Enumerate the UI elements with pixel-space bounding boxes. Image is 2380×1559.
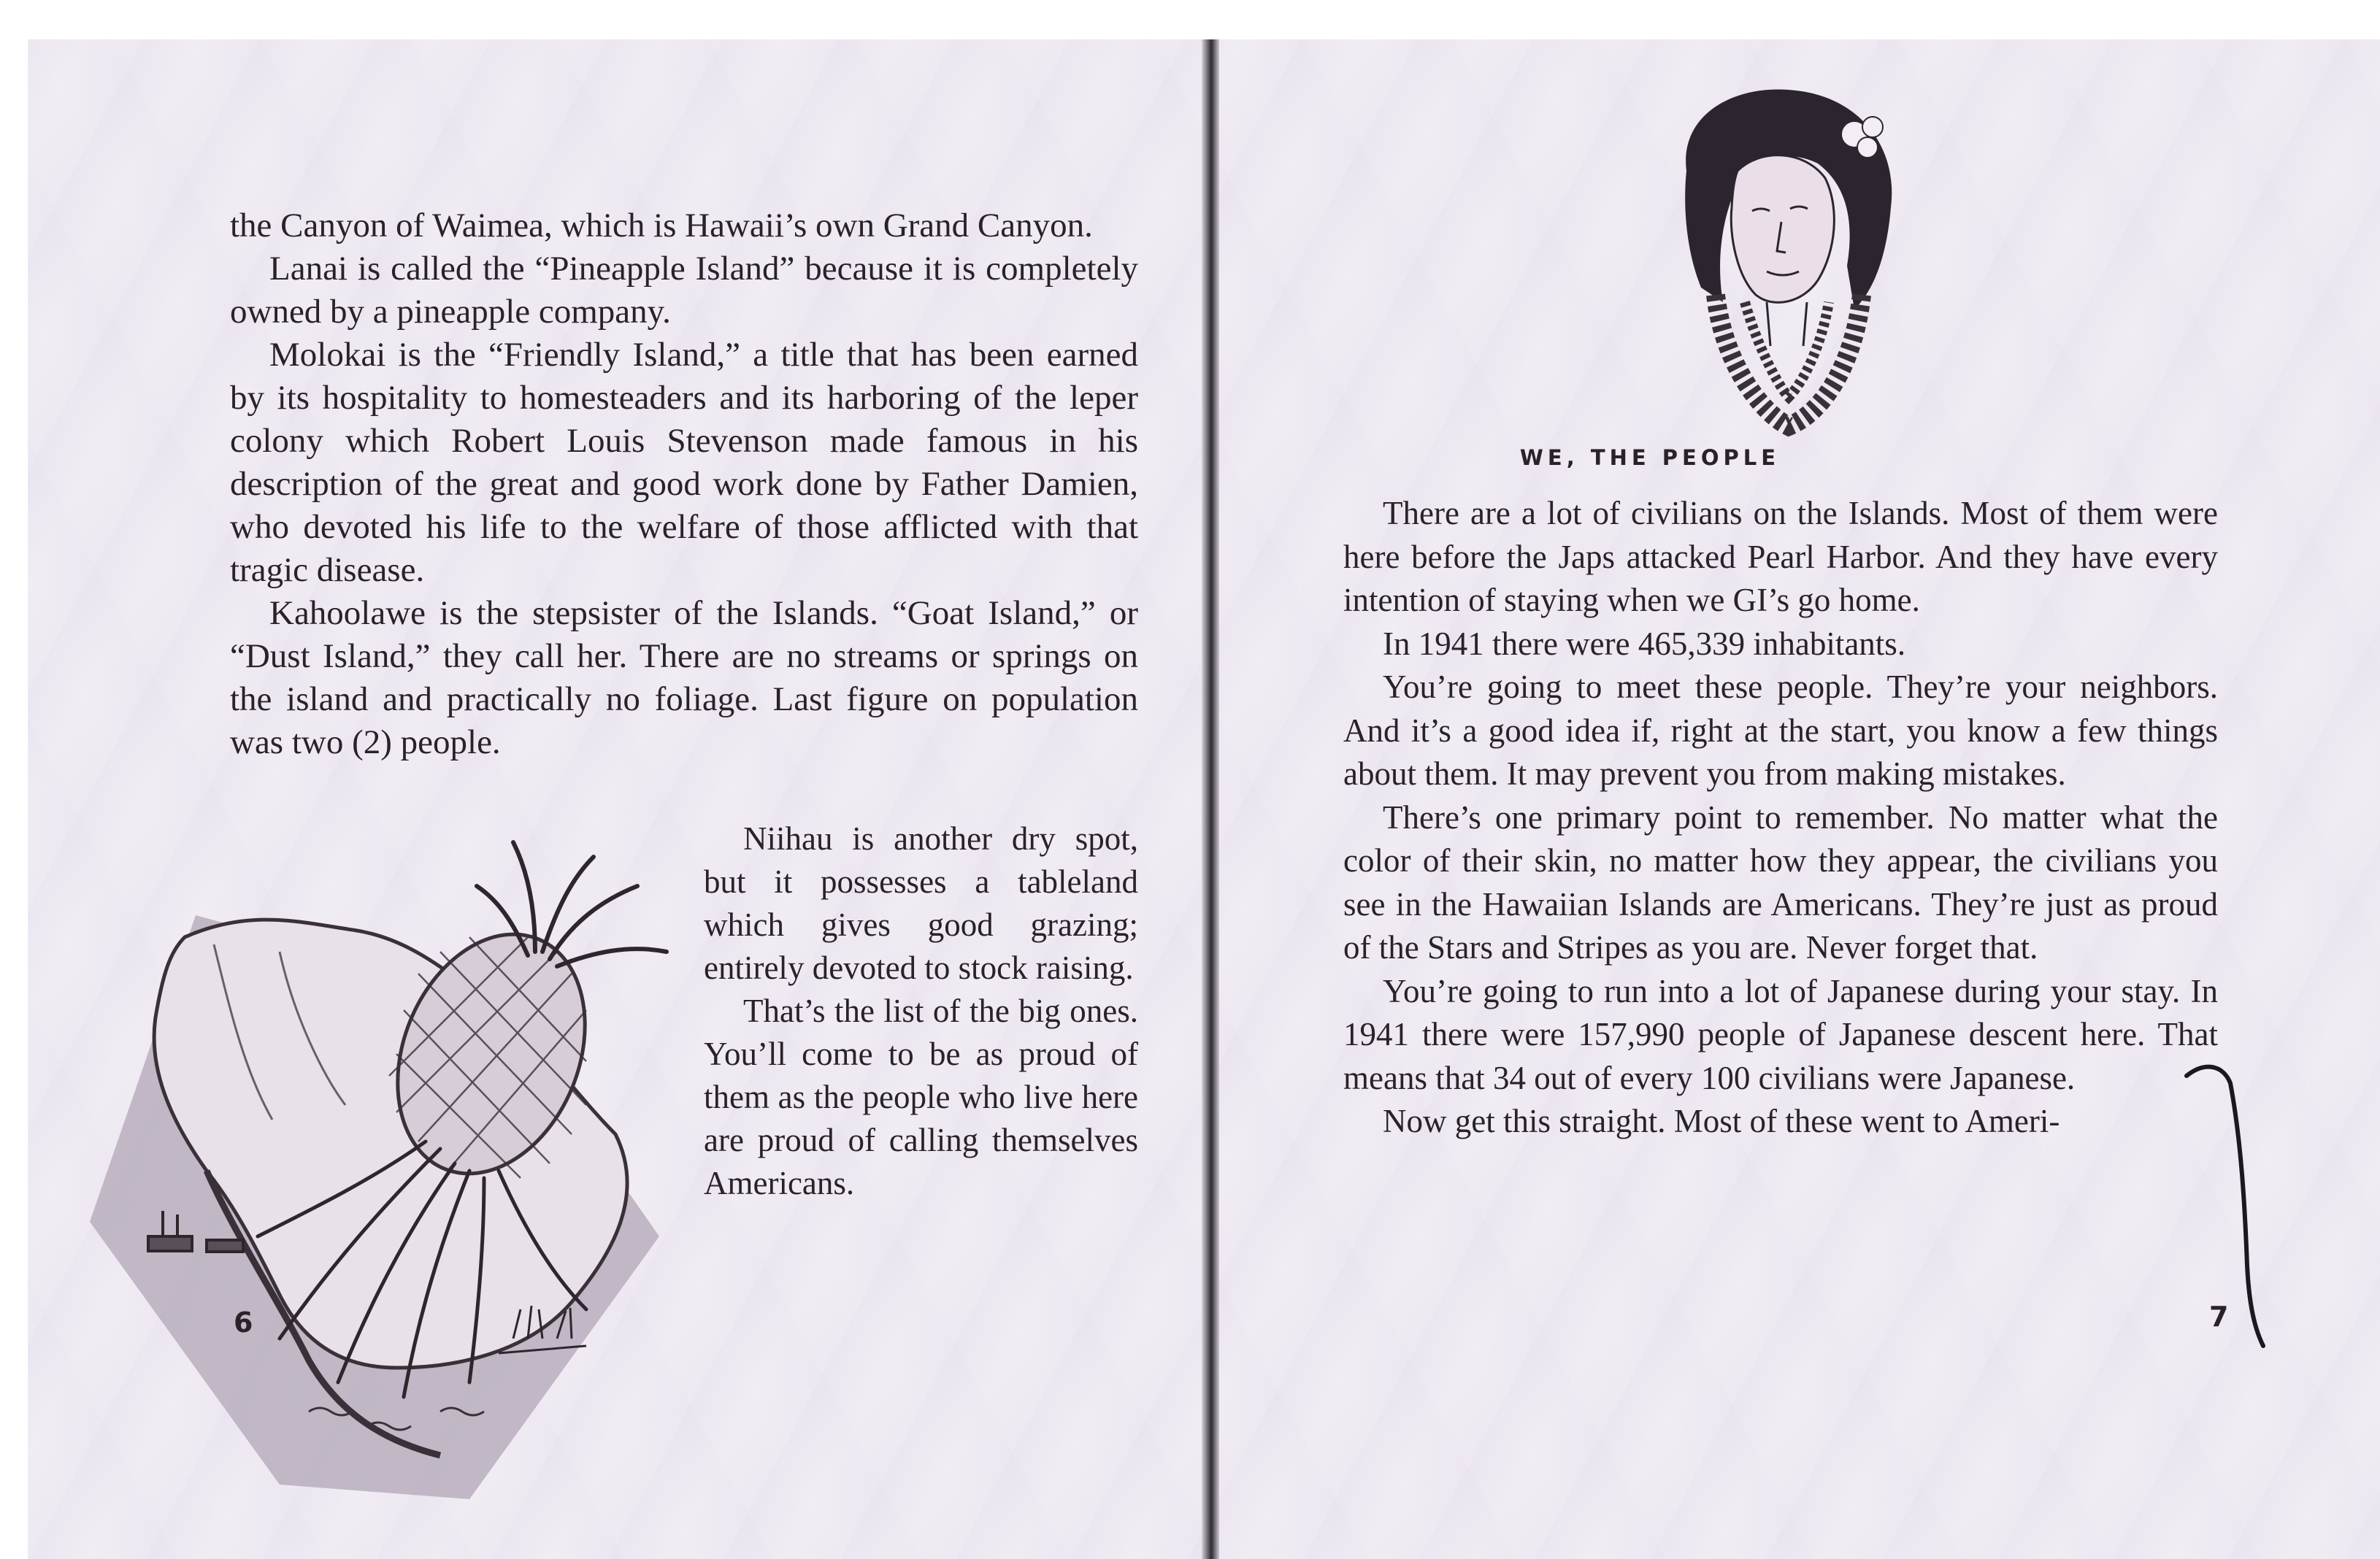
left-paragraph-3: Molokai is the “Friendly Island,” a title that has been earned by its hospitality to homesteaders and its harboring of the leper colony which Robert Louis Stevenson made famous in his description of the great and good work done by Father Damien, who devoted his life to the welfare of those afflicted with that tragic disease. [230, 336, 1138, 589]
left-page-side-text [704, 817, 1138, 1205]
left-page [28, 39, 1202, 1559]
island-pineapple-illustration [61, 828, 703, 1528]
right-paragraph-3: You’re going to meet these people. They’re your neighbors. And it’s a good idea if, right at the start, you know a few things about them. It may prevent you from making mistakes. [1343, 669, 2218, 792]
page-number-right: 7 [2209, 1301, 2229, 1333]
left-paragraph-4: Kahoolawe is the stepsister of the Islands. “Goat Island,” or “Dust Island,” they call her. There are no streams or springs on the island and practically no foliage. Last figure on population was two (2) people. [230, 594, 1138, 761]
right-paragraph-4: There’s one primary point to remember. No matter what the color of their skin, no matter how they appear, the civilians you see in the Hawaiian Islands are Americans. They’re just as proud of the Stars and Stripes as you are. Never forget that. [1343, 798, 2218, 966]
left-paragraph-2: Lanai is called the “Pineapple Island” because it is completely owned by a pineapple company. [230, 250, 1138, 331]
right-paragraph-2: In 1941 there were 465,339 inhabitants. [1383, 625, 1906, 662]
book-spine [1202, 39, 1219, 1559]
left-side-paragraph-2: That’s the list of the big ones. You’ll come to be as proud of them as the people who live here are proud of calling themselves Americans. [704, 993, 1138, 1201]
section-heading: WE, THE PEOPLE [1519, 445, 1781, 470]
right-page-main-text [1343, 492, 2218, 1144]
hawaiian-woman-with-lei-illustration [1635, 83, 1927, 448]
right-page [1219, 39, 2380, 1559]
right-paragraph-1: There are a lot of civilians on the Islands. Most of them were here before the Japs attacked Pearl Harbor. And they have every intention of staying when we GI’s go home. [1343, 495, 2218, 618]
page-number-left: 6 [234, 1306, 253, 1339]
right-paragraph-5: You’re going to run into a lot of Japanese during your stay. In 1941 there were 157,990 people of Japanese descent here. That means that 34 out of every 100 civilians were Japanese. [1343, 972, 2218, 1096]
left-paragraph-1: the Canyon of Waimea, which is Hawaii’s own Grand Canyon. [230, 207, 1093, 245]
left-side-paragraph-1: Niihau is another dry spot, but it possesses a tableland which gives good grazing; entirely devoted to stock raising. [704, 820, 1138, 986]
left-page-main-text [230, 204, 1138, 764]
right-paragraph-6: Now get this straight. Most of these went to Ameri- [1383, 1103, 2060, 1139]
